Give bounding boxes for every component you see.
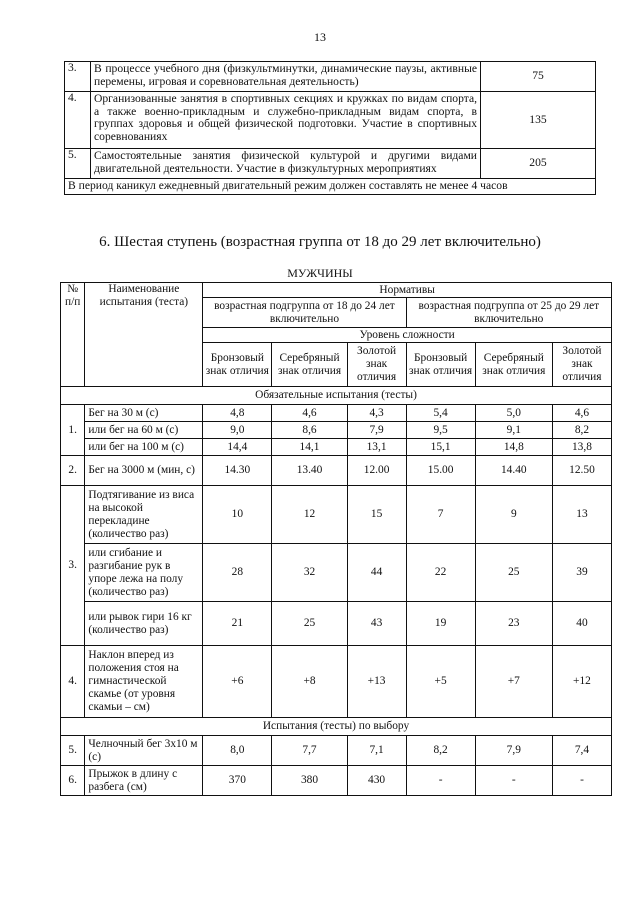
value-cell: 14.40	[475, 456, 552, 486]
table-row	[61, 439, 612, 456]
value-cell: 8,0	[203, 736, 272, 766]
header-subgroup-25-29: возрастная подгруппа от 25 до 29 лет включительно	[406, 298, 611, 328]
value-cell: 12.50	[552, 456, 611, 486]
test-name: Бег на 30 м (с)	[85, 405, 203, 422]
test-name: или бег на 100 м (с)	[85, 439, 203, 456]
value-cell: 5,0	[475, 405, 552, 422]
row-number: 3.	[61, 486, 85, 646]
table-row	[61, 766, 612, 796]
value-cell: 12.00	[347, 456, 406, 486]
test-name: Челночный бег 3х10 м (с)	[85, 736, 203, 766]
value-cell: 13,8	[552, 439, 611, 456]
value-cell: 4,6	[552, 405, 611, 422]
table-row	[61, 646, 612, 718]
value-cell: 14,1	[272, 439, 347, 456]
value-cell: 22	[406, 544, 475, 602]
row-number: 5.	[65, 149, 91, 179]
value-cell: 7,9	[347, 422, 406, 439]
test-name: или сгибание и разгибание рук в упоре лежа на полу (количество раз)	[85, 544, 203, 602]
activity-text: В процессе учебного дня (физкультминутки, динамические паузы, активные перемены, игровая и соревновательная деятельность)	[91, 62, 481, 92]
value-cell: 28	[203, 544, 272, 602]
header-test-name: Наименование испытания (теста)	[85, 283, 203, 387]
value-cell: +5	[406, 646, 475, 718]
table-header-row	[61, 283, 612, 298]
value-cell: 9,1	[475, 422, 552, 439]
table-row	[61, 422, 612, 439]
header-level-bronze: Бронзовый знак отличия	[203, 343, 272, 387]
value-cell: +8	[272, 646, 347, 718]
value-cell: 4,6	[272, 405, 347, 422]
value-cell: 15,1	[406, 439, 475, 456]
table-row	[61, 544, 612, 602]
daily-activity-table	[64, 61, 596, 195]
value-cell: 7,9	[475, 736, 552, 766]
value-cell: 14,4	[203, 439, 272, 456]
value-cell: 13,1	[347, 439, 406, 456]
activity-text: Самостоятельные занятия физической культурой и другими видами двигательной деятельности. Участие в физкультурных мероприятиях	[91, 149, 481, 179]
row-number: 2.	[61, 456, 85, 486]
table-row	[65, 92, 596, 149]
value-cell: 19	[406, 602, 475, 646]
value-cell: -	[475, 766, 552, 796]
value-cell: 9	[475, 486, 552, 544]
table-row	[65, 179, 596, 195]
value-cell: 380	[272, 766, 347, 796]
section-row	[61, 718, 612, 736]
test-name: или бег на 60 м (с)	[85, 422, 203, 439]
value-cell: 8,2	[552, 422, 611, 439]
table-row	[61, 736, 612, 766]
value-cell: 40	[552, 602, 611, 646]
value-cell: -	[552, 766, 611, 796]
test-name: Наклон вперед из положения стоя на гимнастической скамье (от уровня скамьи – см)	[85, 646, 203, 718]
table-row	[65, 62, 596, 92]
value-cell: 21	[203, 602, 272, 646]
header-level-silver: Серебряный знак отличия	[272, 343, 347, 387]
header-difficulty: Уровень сложности	[203, 328, 612, 343]
activity-text: Организованные занятия в спортивных секциях и кружках по видам спорта, а также военно-прикладным и служебно-прикладным видам спорта, в группах здоровья и общей физической подготовки. Участие в спортивных соревнованиях	[91, 92, 481, 149]
test-name: Подтягивание из виса на высокой перекладине (количество раз)	[85, 486, 203, 544]
value-cell: 44	[347, 544, 406, 602]
header-norms: Нормативы	[203, 283, 612, 298]
value-cell: +12	[552, 646, 611, 718]
row-number: 4.	[61, 646, 85, 718]
value-cell: 32	[272, 544, 347, 602]
header-number: № п/п	[61, 283, 85, 387]
value-cell: -	[406, 766, 475, 796]
value-cell: +6	[203, 646, 272, 718]
row-number: 1.	[61, 405, 85, 456]
header-level-bronze: Бронзовый знак отличия	[406, 343, 475, 387]
page-number: 13	[314, 30, 326, 44]
value-cell: +13	[347, 646, 406, 718]
test-name: Прыжок в длину с разбега (см)	[85, 766, 203, 796]
section-row	[61, 387, 612, 405]
value-cell: 25	[272, 602, 347, 646]
value-cell: 7	[406, 486, 475, 544]
header-level-gold: Золотой знак отличия	[552, 343, 611, 387]
row-number: 4.	[65, 92, 91, 149]
activity-minutes: 205	[481, 149, 596, 179]
value-cell: 15	[347, 486, 406, 544]
row-number: 3.	[65, 62, 91, 92]
activity-minutes: 135	[481, 92, 596, 149]
value-cell: 370	[203, 766, 272, 796]
value-cell: 4,8	[203, 405, 272, 422]
value-cell: 9,0	[203, 422, 272, 439]
table-row	[65, 149, 596, 179]
table-row	[61, 456, 612, 486]
value-cell: 8,2	[406, 736, 475, 766]
value-cell: 39	[552, 544, 611, 602]
section-optional: Испытания (тесты) по выбору	[61, 718, 612, 736]
value-cell: 14.30	[203, 456, 272, 486]
row-number: 5.	[61, 736, 85, 766]
table-row	[61, 405, 612, 422]
value-cell: 23	[475, 602, 552, 646]
header-subgroup-18-24: возрастная подгруппа от 18 до 24 лет включительно	[203, 298, 406, 328]
value-cell: 13.40	[272, 456, 347, 486]
test-name: Бег на 3000 м (мин, с)	[85, 456, 203, 486]
section-required: Обязательные испытания (тесты)	[61, 387, 612, 405]
value-cell: 430	[347, 766, 406, 796]
value-cell: 7,7	[272, 736, 347, 766]
value-cell: 7,1	[347, 736, 406, 766]
table-caption: МУЖЧИНЫ	[287, 266, 353, 280]
header-level-silver: Серебряный знак отличия	[475, 343, 552, 387]
value-cell: 13	[552, 486, 611, 544]
value-cell: 9,5	[406, 422, 475, 439]
value-cell: +7	[475, 646, 552, 718]
value-cell: 15.00	[406, 456, 475, 486]
vacation-note: В период каникул ежедневный двигательный режим должен составлять не менее 4 часов	[65, 179, 596, 195]
row-number: 6.	[61, 766, 85, 796]
norms-table	[60, 282, 612, 796]
test-name: или рывок гири 16 кг (количество раз)	[85, 602, 203, 646]
value-cell: 10	[203, 486, 272, 544]
header-level-gold: Золотой знак отличия	[347, 343, 406, 387]
value-cell: 4,3	[347, 405, 406, 422]
value-cell: 7,4	[552, 736, 611, 766]
value-cell: 43	[347, 602, 406, 646]
activity-minutes: 75	[481, 62, 596, 92]
value-cell: 12	[272, 486, 347, 544]
value-cell: 5,4	[406, 405, 475, 422]
value-cell: 8,6	[272, 422, 347, 439]
table-row	[61, 486, 612, 544]
section-title: 6. Шестая ступень (возрастная группа от 18 до 29 лет включительно)	[99, 234, 541, 250]
value-cell: 25	[475, 544, 552, 602]
table-row	[61, 602, 612, 646]
value-cell: 14,8	[475, 439, 552, 456]
